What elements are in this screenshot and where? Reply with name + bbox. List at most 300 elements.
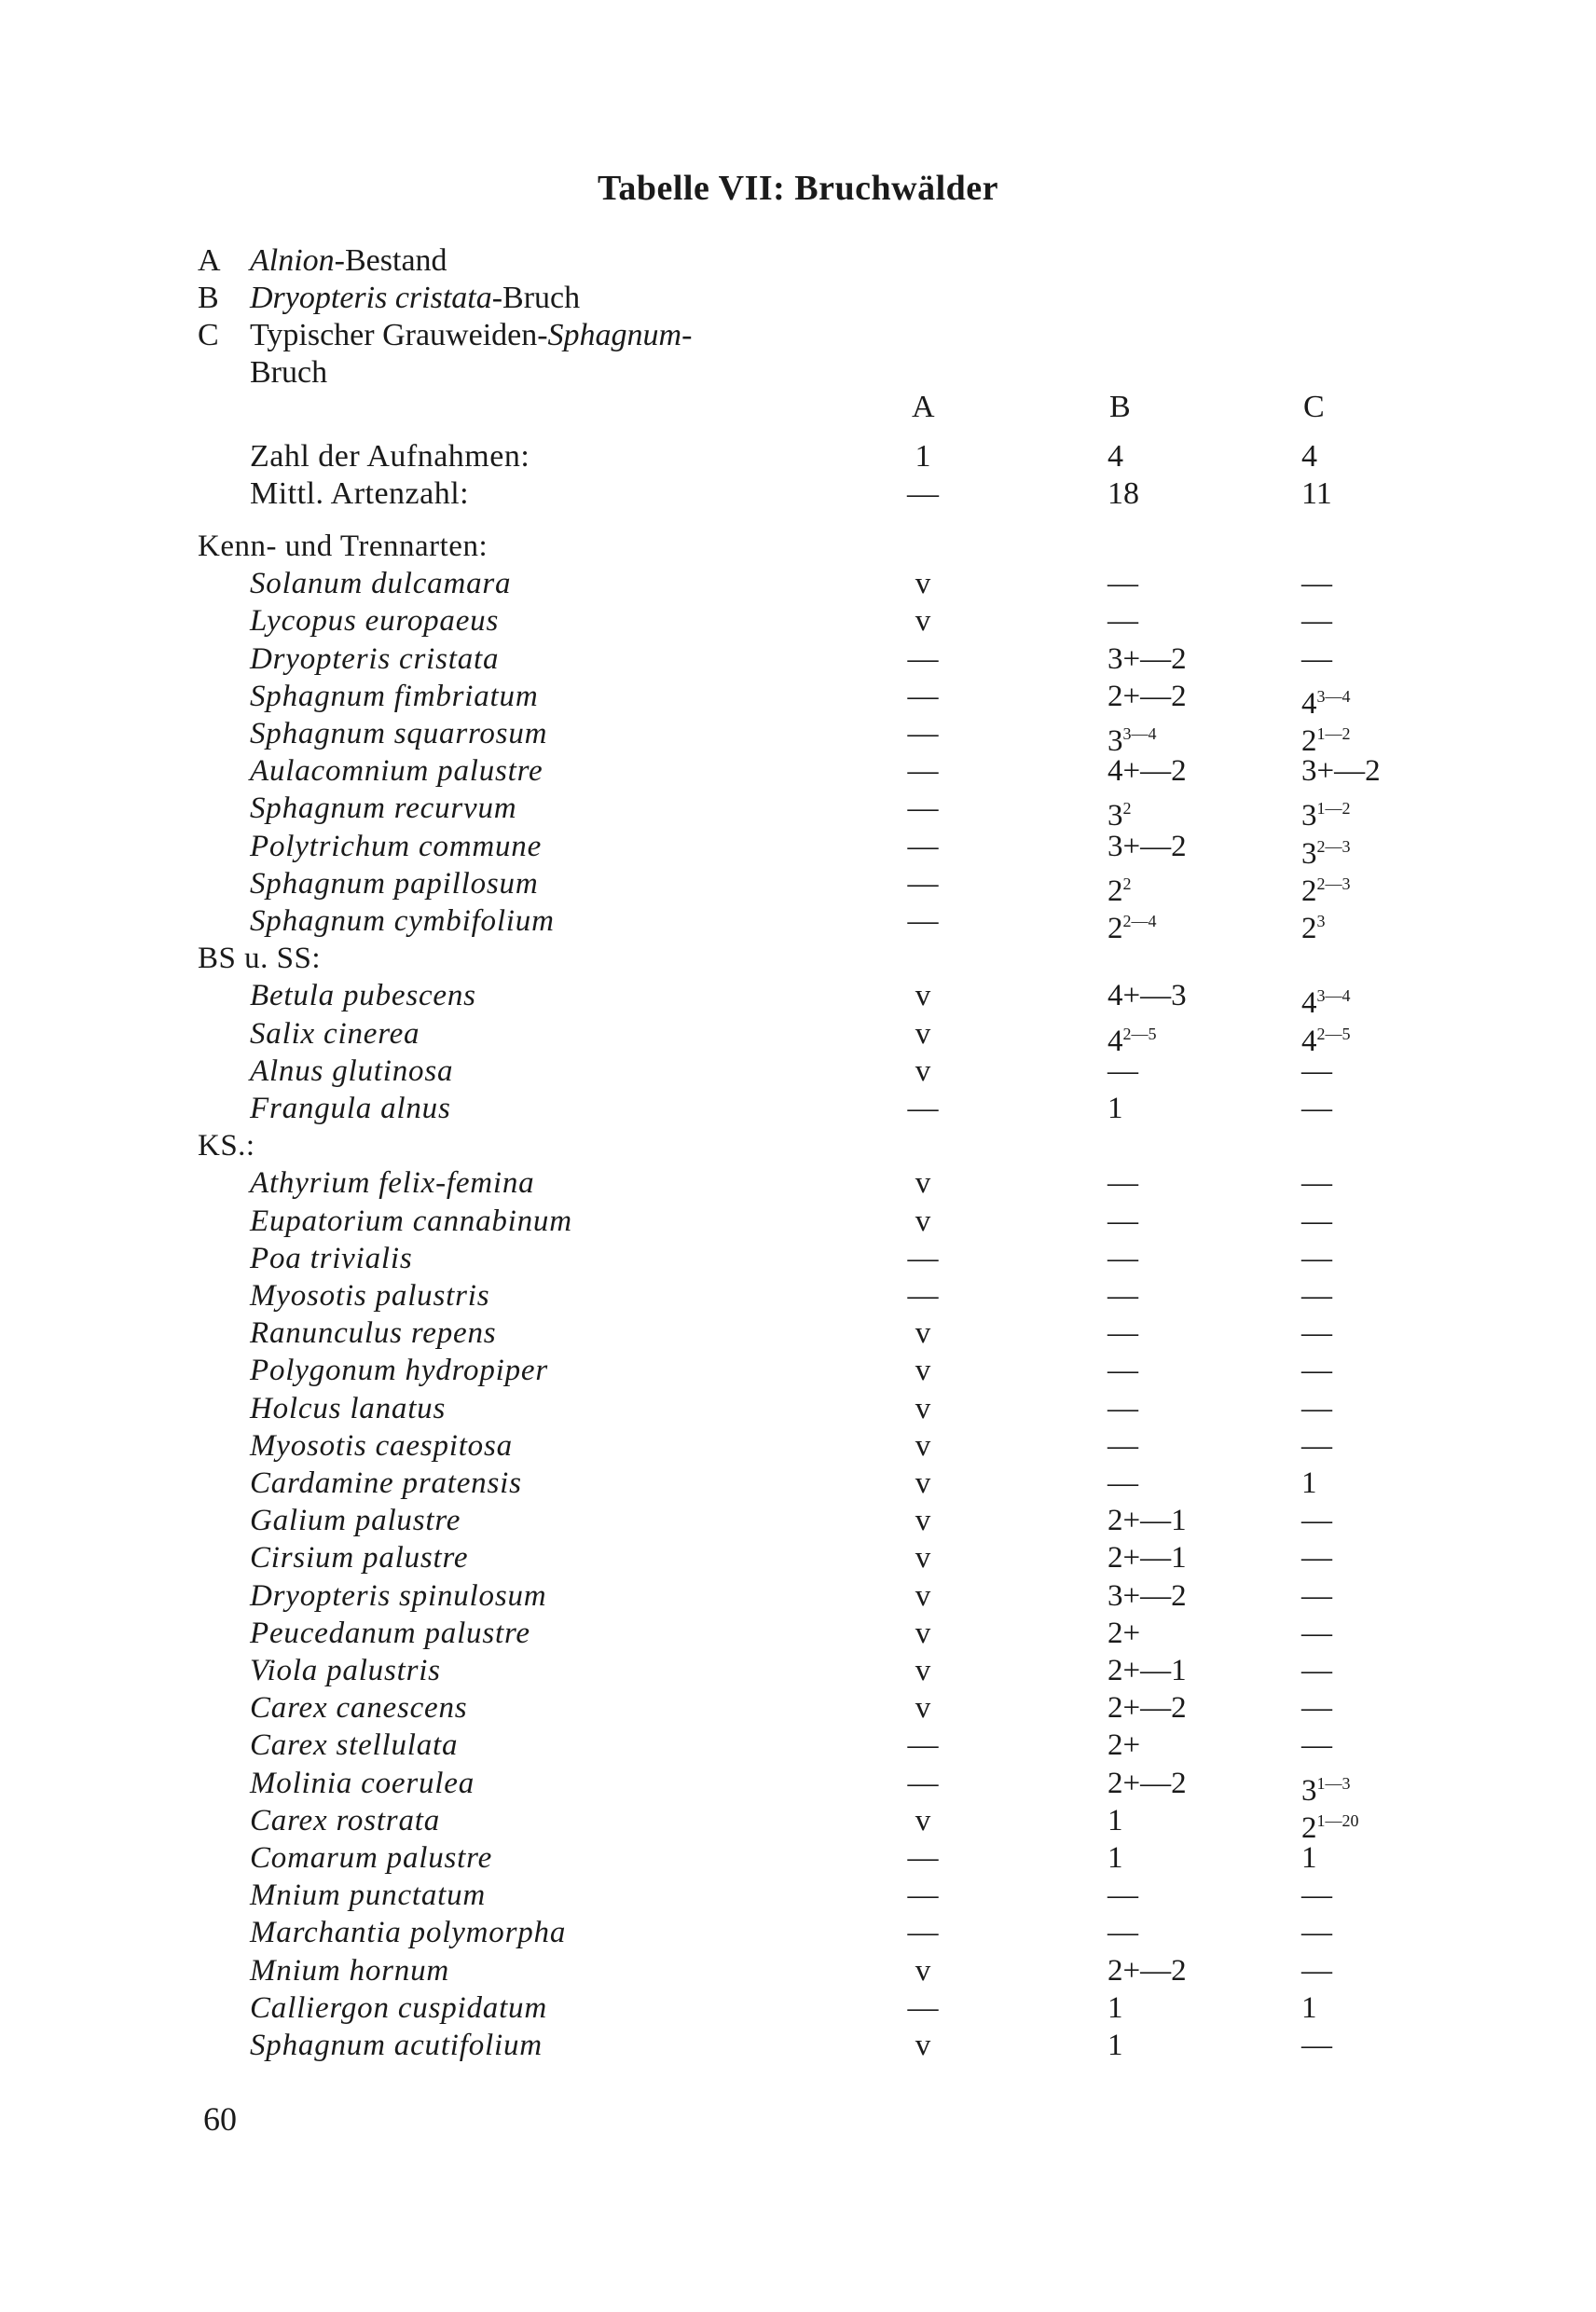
species-name: Galium palustre <box>250 1504 461 1538</box>
cell-c-superscript: 2—3 <box>1316 836 1351 856</box>
cell-a: — <box>907 1766 939 1800</box>
cell-b <box>1108 1765 1187 1802</box>
species-name: Dryopteris spinulosum <box>250 1578 547 1613</box>
table-row <box>0 752 1596 790</box>
cell-b <box>1108 752 1187 790</box>
cell-b <box>1108 1877 1138 1914</box>
species-name: Sphagnum fimbriatum <box>250 679 539 713</box>
cell-a: — <box>907 791 939 826</box>
cell-c-value: — <box>1301 1279 1332 1313</box>
cell-b-value: — <box>1108 604 1138 639</box>
cell-b <box>1108 1652 1187 1689</box>
cell-b-value: 2+—1 <box>1108 1504 1187 1538</box>
legend-text <box>250 280 772 317</box>
cell-b <box>1108 977 1187 1014</box>
cell-b-value: — <box>1108 1053 1138 1088</box>
cell-a: v <box>915 1578 931 1613</box>
cell-a: v <box>915 1204 931 1238</box>
cell-c-value: — <box>1301 1391 1332 1425</box>
cell-a: — <box>907 1916 939 1950</box>
cell-a: v <box>915 1466 931 1500</box>
cell-b-value: 3 <box>1108 724 1123 758</box>
legend-text-post: - <box>681 318 693 352</box>
summary-label: Mittl. Artenzahl: <box>250 476 470 511</box>
cell-b <box>1108 1277 1138 1314</box>
species-name: Dryopteris cristata <box>250 641 500 676</box>
species-name: Sphagnum recurvum <box>250 791 517 826</box>
cell-c <box>1301 1877 1332 1914</box>
section-label: Kenn- und Trennarten: <box>198 530 488 563</box>
cell-a: v <box>915 1616 931 1650</box>
cell-c-value: 2 <box>1301 874 1317 908</box>
species-name: Carex canescens <box>250 1691 468 1726</box>
cell-c-value: — <box>1301 1654 1332 1687</box>
cell-a: — <box>907 1878 939 1913</box>
cell-a: v <box>915 1953 931 1988</box>
cell-c-value: — <box>1301 1166 1332 1201</box>
cell-c-superscript: 1—2 <box>1316 799 1351 819</box>
cell-b-value: 1 <box>1108 1803 1123 1837</box>
legend-text <box>250 317 772 354</box>
species-name: Comarum palustre <box>250 1841 493 1875</box>
cell-b-value: 4+—3 <box>1108 979 1187 1013</box>
cell-c <box>1301 1952 1332 1989</box>
table-row <box>0 1577 1596 1615</box>
cell-b <box>1108 1090 1123 1127</box>
species-name: Myosotis palustris <box>250 1279 490 1313</box>
cell-c-value: 4 <box>1301 986 1317 1021</box>
cell-c-value: — <box>1301 1541 1332 1576</box>
table-row <box>0 1689 1596 1727</box>
table-row <box>0 1989 1596 2027</box>
table-row <box>0 1352 1596 1389</box>
cell-b <box>1108 1352 1138 1389</box>
cell-a: v <box>915 1391 931 1425</box>
cell-b-value: 3 <box>1108 799 1123 833</box>
cell-a: v <box>915 1691 931 1726</box>
cell-c-value: 4 <box>1301 1024 1317 1058</box>
cell-c-value: — <box>1301 1616 1332 1650</box>
section-label: BS u. SS: <box>198 942 321 976</box>
table-row <box>0 1952 1596 1989</box>
cell-a: v <box>915 979 931 1013</box>
cell-c-value: 2 <box>1301 912 1317 945</box>
table-row <box>0 1539 1596 1576</box>
cell-a: — <box>907 904 939 938</box>
cell-a: — <box>907 1279 939 1313</box>
cell-c-value: — <box>1301 1916 1332 1950</box>
legend-text-italic: Dryopteris cristata <box>250 281 492 315</box>
cell-c-superscript: 3—4 <box>1316 686 1351 706</box>
cell-b <box>1108 1989 1123 2027</box>
cell-b-value: 4+—2 <box>1108 754 1187 789</box>
species-name: Sphagnum squarrosum <box>250 717 548 750</box>
species-name: Frangula alnus <box>250 1092 451 1125</box>
cell-c <box>1301 640 1332 678</box>
cell-b <box>1108 565 1138 602</box>
cell-c <box>1301 1277 1332 1314</box>
cell-b <box>1108 1427 1138 1465</box>
species-name: Peucedanum palustre <box>250 1616 530 1650</box>
column-header-a: A <box>912 390 935 424</box>
cell-c-value: — <box>1301 1578 1332 1613</box>
table-row <box>0 865 1596 908</box>
cell-c-value: — <box>1301 1241 1332 1275</box>
legend-text-italic: Sphagnum <box>547 318 682 352</box>
cell-b-value: — <box>1108 1428 1138 1463</box>
cell-b-value: 2+ <box>1108 1616 1141 1650</box>
table-row <box>0 1240 1596 1277</box>
cell-b <box>1108 1914 1138 1951</box>
legend <box>198 242 772 392</box>
cell-a: v <box>915 1166 931 1201</box>
cell-c <box>1301 1689 1332 1727</box>
summary-value-a: — <box>907 476 939 511</box>
cell-b-value: — <box>1108 1241 1138 1275</box>
cell-b <box>1108 678 1187 715</box>
species-name: Viola palustris <box>250 1654 441 1687</box>
summary-value-b: 4 <box>1108 439 1123 474</box>
cell-b-value: 2+—1 <box>1108 1541 1187 1576</box>
cell-c-value: 1 <box>1301 1990 1317 2025</box>
cell-c-value: — <box>1301 1691 1332 1726</box>
cell-c-value: — <box>1301 1728 1332 1763</box>
cell-b-superscript: 3—4 <box>1122 724 1157 743</box>
cell-c-value: — <box>1301 1316 1332 1351</box>
table-row <box>0 2027 1596 2064</box>
cell-a: — <box>907 1728 939 1763</box>
species-name: Ranunculus repens <box>250 1316 497 1351</box>
legend-entry <box>198 242 772 280</box>
cell-c <box>1301 2027 1332 2064</box>
cell-b-value: — <box>1108 1466 1138 1500</box>
cell-c <box>1301 1164 1332 1202</box>
cell-c-value: 3 <box>1301 836 1317 871</box>
table-row <box>0 977 1596 1021</box>
summary-row <box>0 438 1596 475</box>
cell-b-value: 1 <box>1108 2029 1123 2062</box>
cell-c <box>1301 1352 1332 1389</box>
table-row <box>0 828 1596 871</box>
cell-a: — <box>907 1990 939 2025</box>
cell-b <box>1108 1465 1138 1502</box>
species-name: Polytrichum commune <box>250 829 543 863</box>
cell-a: — <box>907 1841 939 1875</box>
legend-key: A <box>198 243 221 278</box>
cell-b-value: 3+—2 <box>1108 829 1187 863</box>
cell-c-value: 3+—2 <box>1301 754 1381 789</box>
cell-b-value: — <box>1108 1354 1138 1388</box>
legend-entry <box>198 354 772 392</box>
cell-b <box>1108 1539 1187 1576</box>
cell-b <box>1108 1203 1138 1240</box>
summary-value-c: 11 <box>1301 476 1332 511</box>
cell-c-superscript: 3 <box>1316 912 1326 930</box>
species-name: Molinia coerulea <box>250 1766 475 1800</box>
table-row <box>0 1839 1596 1877</box>
cell-a: — <box>907 717 939 750</box>
cell-a: — <box>907 1241 939 1275</box>
cell-c <box>1301 1727 1332 1764</box>
cell-c-superscript: 3—4 <box>1316 986 1351 1006</box>
cell-b-value: 2+—2 <box>1108 679 1187 713</box>
page-number: 60 <box>203 2100 237 2138</box>
cell-b <box>1108 1615 1140 1652</box>
cell-c <box>1301 602 1332 640</box>
species-name: Solanum dulcamara <box>250 567 512 601</box>
legend-key: B <box>198 281 219 315</box>
species-name: Carex rostrata <box>250 1803 441 1837</box>
cell-c-value: — <box>1301 641 1332 676</box>
cell-b-value: 1 <box>1108 1841 1123 1875</box>
cell-b <box>1108 828 1187 865</box>
cell-b <box>1108 1164 1138 1202</box>
cell-b-value: 2 <box>1108 874 1123 908</box>
table-row <box>0 640 1596 678</box>
legend-text <box>250 242 772 280</box>
cell-c-superscript: 1—20 <box>1316 1810 1359 1830</box>
cell-b <box>1108 1240 1138 1277</box>
table-row <box>0 1090 1596 1127</box>
cell-c <box>1301 1577 1332 1615</box>
legend-entry <box>198 280 772 317</box>
table-row <box>0 1802 1596 1845</box>
species-name: Sphagnum cymbifolium <box>250 904 555 938</box>
legend-text-italic: Alnion <box>250 243 335 278</box>
table-row <box>0 1277 1596 1314</box>
summary-value-b: 18 <box>1108 476 1139 511</box>
cell-c <box>1301 1090 1332 1127</box>
column-header-b: B <box>1109 390 1131 424</box>
cell-c-value: 2 <box>1301 1810 1317 1845</box>
section-heading <box>0 528 1596 565</box>
cell-a: v <box>915 1803 931 1837</box>
cell-c <box>1301 1240 1332 1277</box>
table-row <box>0 1427 1596 1465</box>
table-row <box>0 1615 1596 1652</box>
species-name: Myosotis caespitosa <box>250 1428 513 1463</box>
cell-b-value: 3+—2 <box>1108 1578 1187 1613</box>
legend-text-pre: Bruch <box>250 355 328 390</box>
cell-a: v <box>915 1354 931 1388</box>
cell-a: v <box>915 567 931 601</box>
cell-b-superscript: 2—5 <box>1122 1024 1157 1043</box>
cell-c <box>1301 1615 1332 1652</box>
summary-value-a: 1 <box>915 439 931 474</box>
species-name: Holcus lanatus <box>250 1391 447 1425</box>
cell-b-value: 2+—2 <box>1108 1953 1187 1988</box>
cell-b-value: — <box>1108 1204 1138 1238</box>
table-row <box>0 1015 1596 1058</box>
cell-c <box>1301 1539 1332 1576</box>
cell-b-value: 3+—2 <box>1108 641 1187 676</box>
cell-b-value: 2 <box>1108 912 1123 945</box>
cell-c-value: — <box>1301 1504 1332 1538</box>
cell-a: — <box>907 641 939 676</box>
cell-c-superscript: 1—2 <box>1316 724 1351 743</box>
section-label: KS.: <box>198 1129 255 1163</box>
table-row <box>0 602 1596 640</box>
cell-b-value: 1 <box>1108 1990 1123 2025</box>
cell-b-value: — <box>1108 1916 1138 1950</box>
cell-b-value: 2+ <box>1108 1728 1141 1763</box>
cell-c <box>1301 1502 1332 1539</box>
species-name: Aulacomnium palustre <box>250 754 543 789</box>
cell-c <box>1301 1652 1332 1689</box>
cell-c-value: — <box>1301 1428 1332 1463</box>
section-heading <box>0 940 1596 977</box>
cell-a: v <box>915 1541 931 1576</box>
cell-b-value: 2+—2 <box>1108 1766 1187 1800</box>
cell-c-value: 2 <box>1301 724 1317 758</box>
page-title: Tabelle VII: Bruchwälder <box>597 169 999 208</box>
cell-b <box>1108 640 1187 678</box>
table-row <box>0 1314 1596 1352</box>
legend-text <box>250 354 772 392</box>
table-row <box>0 1465 1596 1502</box>
cell-b-value: 4 <box>1108 1024 1123 1058</box>
species-name: Polygonum hydropiper <box>250 1354 548 1388</box>
cell-c-value: — <box>1301 1878 1332 1913</box>
cell-b-value: — <box>1108 1391 1138 1425</box>
cell-b <box>1108 1802 1123 1839</box>
cell-b <box>1108 1502 1187 1539</box>
cell-a: v <box>915 604 931 639</box>
cell-c <box>1301 1465 1317 1502</box>
species-name: Mnium hornum <box>250 1953 450 1988</box>
cell-c-value: 3 <box>1301 1773 1317 1808</box>
table-row <box>0 678 1596 721</box>
cell-a: v <box>915 1016 931 1051</box>
cell-c-value: — <box>1301 2029 1332 2062</box>
cell-b-value: 2+—1 <box>1108 1654 1187 1687</box>
table-row <box>0 1164 1596 1202</box>
cell-c-value: — <box>1301 1354 1332 1388</box>
species-name: Lycopus europaeus <box>250 604 500 639</box>
cell-c-value: — <box>1301 1953 1332 1988</box>
table-row <box>0 790 1596 833</box>
species-name: Poa trivialis <box>250 1241 413 1275</box>
cell-b <box>1108 602 1138 640</box>
cell-b-superscript: 2 <box>1122 874 1132 893</box>
legend-text-pre: Typischer Grauweiden- <box>250 318 548 352</box>
species-name: Betula pubescens <box>250 979 476 1013</box>
cell-c-value: — <box>1301 1092 1332 1125</box>
section-heading <box>0 1127 1596 1164</box>
species-name: Salix cinerea <box>250 1016 420 1051</box>
table-row <box>0 902 1596 945</box>
cell-c <box>1301 1053 1332 1090</box>
cell-a: v <box>915 1504 931 1538</box>
column-header-c: C <box>1303 390 1325 424</box>
cell-c-superscript: 2—3 <box>1316 874 1351 893</box>
species-name: Sphagnum papillosum <box>250 866 539 901</box>
cell-a: — <box>907 866 939 901</box>
cell-c <box>1301 565 1332 602</box>
cell-a: — <box>907 829 939 863</box>
cell-c <box>1301 1989 1317 2027</box>
cell-b-value: — <box>1108 1166 1138 1201</box>
cell-a: v <box>915 1654 931 1687</box>
cell-a: v <box>915 1428 931 1463</box>
cell-c <box>1301 1203 1332 1240</box>
cell-c-value: 4 <box>1301 686 1317 721</box>
cell-b <box>1108 1727 1140 1764</box>
cell-c-value: — <box>1301 604 1332 639</box>
cell-a: v <box>915 2029 931 2062</box>
cell-b-superscript: 2—4 <box>1122 912 1157 930</box>
cell-b <box>1108 1689 1187 1727</box>
cell-c-value: 1 <box>1301 1841 1317 1875</box>
cell-b-value: 2+—2 <box>1108 1691 1187 1726</box>
table-row <box>0 1877 1596 1914</box>
table-row <box>0 565 1596 602</box>
cell-c-superscript: 2—5 <box>1316 1024 1351 1043</box>
table-row <box>0 1203 1596 1240</box>
cell-c-value: 3 <box>1301 799 1317 833</box>
species-name: Athyrium felix-femina <box>250 1166 535 1201</box>
cell-c-value: — <box>1301 1053 1332 1088</box>
cell-a: — <box>907 754 939 789</box>
cell-b <box>1108 1577 1187 1615</box>
summary-value-c: 4 <box>1301 439 1317 474</box>
cell-b-value: — <box>1108 1878 1138 1913</box>
cell-b <box>1108 2027 1123 2064</box>
table-row <box>0 1914 1596 1951</box>
cell-b <box>1108 1314 1138 1352</box>
cell-b <box>1108 1390 1138 1427</box>
cell-b <box>1108 1952 1187 1989</box>
table-row <box>0 1053 1596 1090</box>
cell-c <box>1301 1390 1332 1427</box>
species-name: Carex stellulata <box>250 1728 459 1763</box>
cell-b-value: 1 <box>1108 1092 1123 1125</box>
species-name: Cardamine pratensis <box>250 1466 522 1500</box>
cell-b <box>1108 1053 1138 1090</box>
species-name: Cirsium palustre <box>250 1541 469 1576</box>
summary-label: Zahl der Aufnahmen: <box>250 439 530 474</box>
cell-c-value: — <box>1301 567 1332 601</box>
table-row <box>0 1765 1596 1808</box>
cell-c <box>1301 1914 1332 1951</box>
cell-a: v <box>915 1053 931 1088</box>
legend-key: C <box>198 318 219 352</box>
species-name: Marchantia polymorpha <box>250 1916 567 1950</box>
cell-a: — <box>907 1092 939 1125</box>
cell-b <box>1108 1839 1123 1877</box>
table-row <box>0 1502 1596 1539</box>
cell-a: v <box>915 1316 931 1351</box>
species-name: Eupatorium cannabinum <box>250 1204 572 1238</box>
legend-text-post: -Bruch <box>491 281 581 315</box>
cell-c <box>1301 752 1381 790</box>
cell-b-superscript: 2 <box>1122 799 1132 819</box>
cell-c <box>1301 1314 1332 1352</box>
cell-c <box>1301 1427 1332 1465</box>
species-name: Alnus glutinosa <box>250 1053 454 1088</box>
table-row <box>0 715 1596 758</box>
cell-b-value: — <box>1108 567 1138 601</box>
table-row <box>0 1652 1596 1689</box>
species-name: Sphagnum acutifolium <box>250 2029 543 2062</box>
cell-c-value: 1 <box>1301 1466 1317 1500</box>
summary-row <box>0 475 1596 513</box>
table-row <box>0 1727 1596 1764</box>
table-row <box>0 1390 1596 1427</box>
species-name: Calliergon cuspidatum <box>250 1990 547 2025</box>
cell-c <box>1301 1839 1317 1877</box>
legend-text-post: -Bestand <box>334 243 447 278</box>
